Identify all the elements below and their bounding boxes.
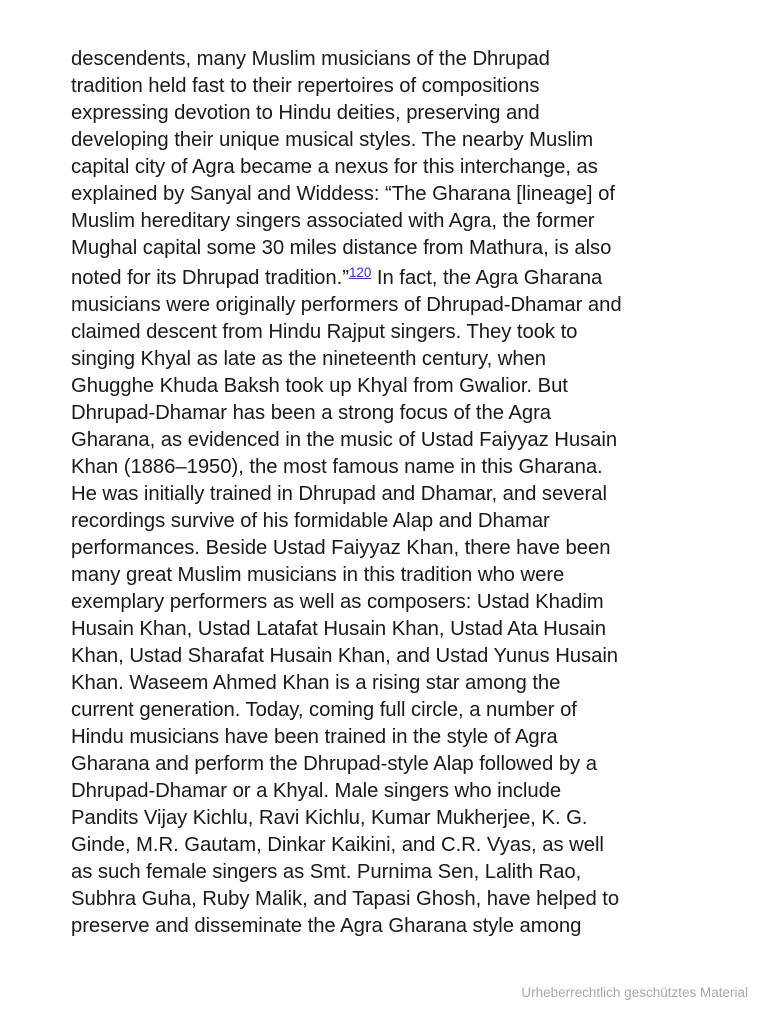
text-line: Dhrupad-Dhamar or a Khyal. Male singers who include: [71, 780, 562, 802]
text-line: Ghugghe Khuda Baksh took up Khyal from Gwalior. But: [71, 375, 568, 397]
text-segment: noted for its Dhrupad tradition.”: [71, 267, 349, 289]
text-line: Dhrupad-Dhamar has been a strong focus of the Agra: [71, 402, 552, 424]
text-line: tradition held fast to their repertoires of compositions: [71, 75, 540, 97]
text-line: Subhra Guha, Ruby Malik, and Tapasi Ghosh, have helped to: [71, 888, 620, 910]
copyright-watermark: Urheberrechtlich geschütztes Material: [521, 985, 748, 1000]
text-line: exemplary performers as well as composers: Ustad Khadim: [71, 591, 604, 613]
text-line: Mughal capital some 30 miles distance from Mathura, is also: [71, 237, 612, 259]
text-line: singing Khyal as late as the nineteenth century, when: [71, 348, 547, 370]
text-line: as such female singers as Smt. Purnima Sen, Lalith Rao,: [71, 861, 582, 883]
text-line: Ginde, M.R. Gautam, Dinkar Kaikini, and C.R. Vyas, as well: [71, 834, 604, 856]
footnote-link[interactable]: 120: [348, 265, 372, 280]
text-line: explained by Sanyal and Widdess: “The Gharana [lineage] of: [71, 183, 615, 205]
text-line: Husain Khan, Ustad Latafat Husain Khan, Ustad Ata Husain: [71, 618, 606, 640]
text-line: Khan. Waseem Ahmed Khan is a rising star among the: [71, 672, 561, 694]
text-line: Khan (1886–1950), the most famous name in this Gharana.: [71, 456, 603, 478]
text-line: performances. Beside Ustad Faiyyaz Khan, there have been: [71, 537, 611, 559]
text-line: Khan, Ustad Sharafat Husain Khan, and Ustad Yunus Husain: [71, 645, 619, 667]
text-line: Pandits Vijay Kichlu, Ravi Kichlu, Kumar Mukherjee, K. G.: [71, 807, 588, 829]
text-line: Gharana and perform the Dhrupad-style Alap followed by a: [71, 753, 597, 775]
text-line: preserve and disseminate the Agra Gharana style among: [71, 915, 582, 937]
text-segment: In fact, the Agra Gharana: [371, 267, 603, 289]
text-line-with-footnote: [71, 262, 711, 292]
text-line: Gharana, as evidenced in the music of Ustad Faiyyaz Husain: [71, 429, 618, 451]
text-line: expressing devotion to Hindu deities, preserving and: [71, 102, 540, 124]
text-line: descendents, many Muslim musicians of the Dhrupad: [71, 48, 550, 70]
text-line: Hindu musicians have been trained in the style of Agra: [71, 726, 558, 748]
text-line: many great Muslim musicians in this tradition who were: [71, 564, 565, 586]
text-line: capital city of Agra became a nexus for this interchange, as: [71, 156, 598, 178]
text-line: developing their unique musical styles. The nearby Muslim: [71, 129, 594, 151]
book-page-text: [71, 46, 711, 940]
text-line: He was initially trained in Dhrupad and Dhamar, and several: [71, 483, 607, 505]
text-line: recordings survive of his formidable Alap and Dhamar: [71, 510, 550, 532]
text-line: Muslim hereditary singers associated with Agra, the former: [71, 210, 595, 232]
text-line: musicians were originally performers of Dhrupad-Dhamar and: [71, 294, 622, 316]
text-line: claimed descent from Hindu Rajput singers. They took to: [71, 321, 578, 343]
text-line: current generation. Today, coming full circle, a number of: [71, 699, 577, 721]
